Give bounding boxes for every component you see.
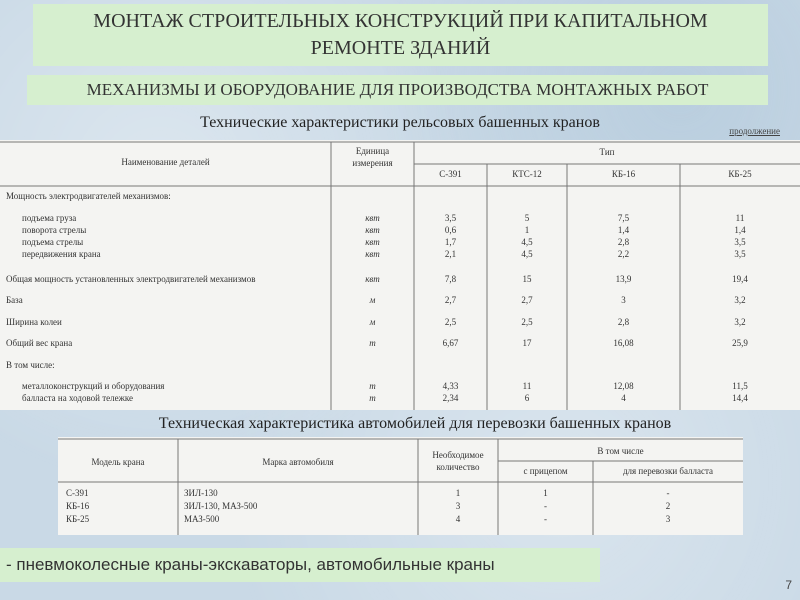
header-qty-line1: Необходимое	[432, 450, 484, 460]
header-type: Тип	[599, 147, 615, 157]
cell: 2,5	[521, 317, 533, 327]
cell: 4,5	[521, 237, 533, 247]
header-qty-line2: количество	[436, 462, 480, 472]
row-label: передвижения крана	[22, 249, 101, 259]
type-header: КБ-25	[728, 169, 752, 179]
row-unit: квт	[365, 237, 380, 247]
cell: 6	[524, 393, 530, 403]
cell: 11,5	[732, 381, 748, 391]
cell: 5	[524, 213, 530, 223]
type-header: С-391	[439, 169, 462, 179]
page-number: 7	[785, 578, 792, 592]
cell: 15	[522, 274, 532, 284]
cell: 2,5	[444, 317, 457, 327]
row-brand: МАЗ-500	[184, 514, 220, 524]
cell: 16,08	[613, 338, 634, 348]
section-including: В том числе:	[6, 360, 55, 370]
row-unit: м	[369, 295, 376, 305]
row-unit: т	[369, 393, 376, 403]
cell: 2,1	[444, 249, 457, 259]
cell: 3	[621, 295, 626, 305]
cell: 14,4	[732, 393, 748, 403]
cell: 13,9	[615, 274, 632, 284]
cell: 2,34	[442, 393, 459, 403]
header-ballast: для перевозки балласта	[622, 466, 714, 476]
row-label: База	[6, 295, 23, 305]
cell: 0,6	[444, 225, 457, 235]
cell: 7,5	[617, 213, 630, 223]
row-ballast: 2	[665, 501, 671, 511]
row-label: Общий вес крана	[6, 338, 73, 348]
cell: 1	[524, 225, 530, 235]
header-unit-line2: измерения	[352, 158, 393, 168]
cell: 19,4	[732, 274, 748, 284]
cell: 1,4	[617, 225, 630, 235]
row-model: КБ-16	[66, 501, 90, 511]
cell: 17	[522, 338, 532, 348]
cell: 7,8	[444, 274, 457, 284]
table2-caption: Техническая характеристика автомобилей для перевозки башенных кранов	[158, 415, 672, 432]
cell: 12,08	[613, 381, 634, 391]
continuation-label: продолжение	[729, 126, 780, 136]
cell: 4,5	[521, 249, 533, 259]
cell: 3,2	[734, 295, 746, 305]
header-unit-line1: Единица	[355, 146, 390, 156]
cell: 4,33	[442, 381, 459, 391]
cell: 25,9	[732, 338, 748, 348]
row-label: металлоконструкций и оборудования	[22, 381, 165, 391]
cell: 2,8	[617, 317, 630, 327]
row-unit: квт	[365, 249, 380, 259]
cell: 2,7	[444, 295, 457, 305]
row-unit: м	[369, 317, 376, 327]
cell: 2,7	[521, 295, 533, 305]
cell: 6,67	[442, 338, 459, 348]
header-name: Наименование деталей	[121, 157, 210, 167]
row-label: Ширина колеи	[6, 317, 62, 327]
cranes-spec-table	[0, 140, 800, 410]
header-incl: В том числе	[597, 446, 644, 456]
row-model: КБ-25	[66, 514, 90, 524]
cell: 3,5	[444, 213, 457, 223]
row-brand: ЗИЛ-130, МАЗ-500	[184, 501, 258, 511]
cell: 2,2	[617, 249, 630, 259]
row-unit: квт	[365, 225, 380, 235]
row-unit: квт	[365, 274, 380, 284]
row-label: Общая мощность установленных электродвигателей механизмов	[6, 274, 256, 284]
row-trailer: -	[544, 501, 547, 511]
row-unit: т	[369, 381, 376, 391]
cell: 1,4	[734, 225, 746, 235]
row-label: подъема груза	[22, 213, 77, 223]
slide-title-line1: МОНТАЖ СТРОИТЕЛЬНЫХ КОНСТРУКЦИЙ ПРИ КАПИТАЛЬНОМ	[93, 10, 708, 32]
section-power: Мощность электродвигателей механизмов:	[6, 191, 171, 201]
header-brand: Марка автомобиля	[262, 457, 334, 467]
header-trailer: с прицепом	[523, 466, 568, 476]
slide-title-line2: РЕМОНТЕ ЗДАНИЙ	[310, 37, 491, 59]
cell: 3,5	[734, 237, 746, 247]
row-label: подъема стрелы	[22, 237, 84, 247]
cell: 3,5	[734, 249, 746, 259]
row-unit: т	[369, 338, 376, 348]
row-qty: 1	[455, 488, 461, 498]
cell: 11	[522, 381, 532, 391]
trucks-table	[58, 437, 743, 535]
row-trailer: -	[544, 514, 547, 524]
row-trailer: 1	[543, 488, 548, 498]
row-label: балласта на ходовой тележке	[22, 393, 133, 403]
row-label: поворота стрелы	[22, 225, 87, 235]
row-qty: 4	[455, 514, 461, 524]
slide-subtitle: МЕХАНИЗМЫ И ОБОРУДОВАНИЕ ДЛЯ ПРОИЗВОДСТВА МОНТАЖНЫХ РАБОТ	[27, 75, 768, 105]
row-ballast: -	[666, 488, 670, 498]
cell: 3,2	[734, 317, 746, 327]
cell: 4	[621, 393, 626, 403]
type-header: КБ-16	[611, 169, 636, 179]
row-brand: ЗИЛ-130	[184, 488, 218, 498]
table1-caption: Технические характеристики рельсовых башенных кранов	[200, 114, 600, 131]
cell: 1,7	[444, 237, 457, 247]
row-ballast: 3	[665, 514, 671, 524]
row-unit: квт	[365, 213, 380, 223]
row-model: С-391	[66, 488, 89, 498]
type-header: КТС-12	[512, 169, 542, 179]
slide-title	[33, 4, 768, 66]
cell: 11	[735, 213, 745, 223]
bottom-note: - пневмоколесные краны-экскаваторы, автомобильные краны	[0, 548, 600, 582]
header-model: Модель крана	[91, 457, 145, 467]
row-qty: 3	[455, 501, 461, 511]
cell: 2,8	[617, 237, 630, 247]
